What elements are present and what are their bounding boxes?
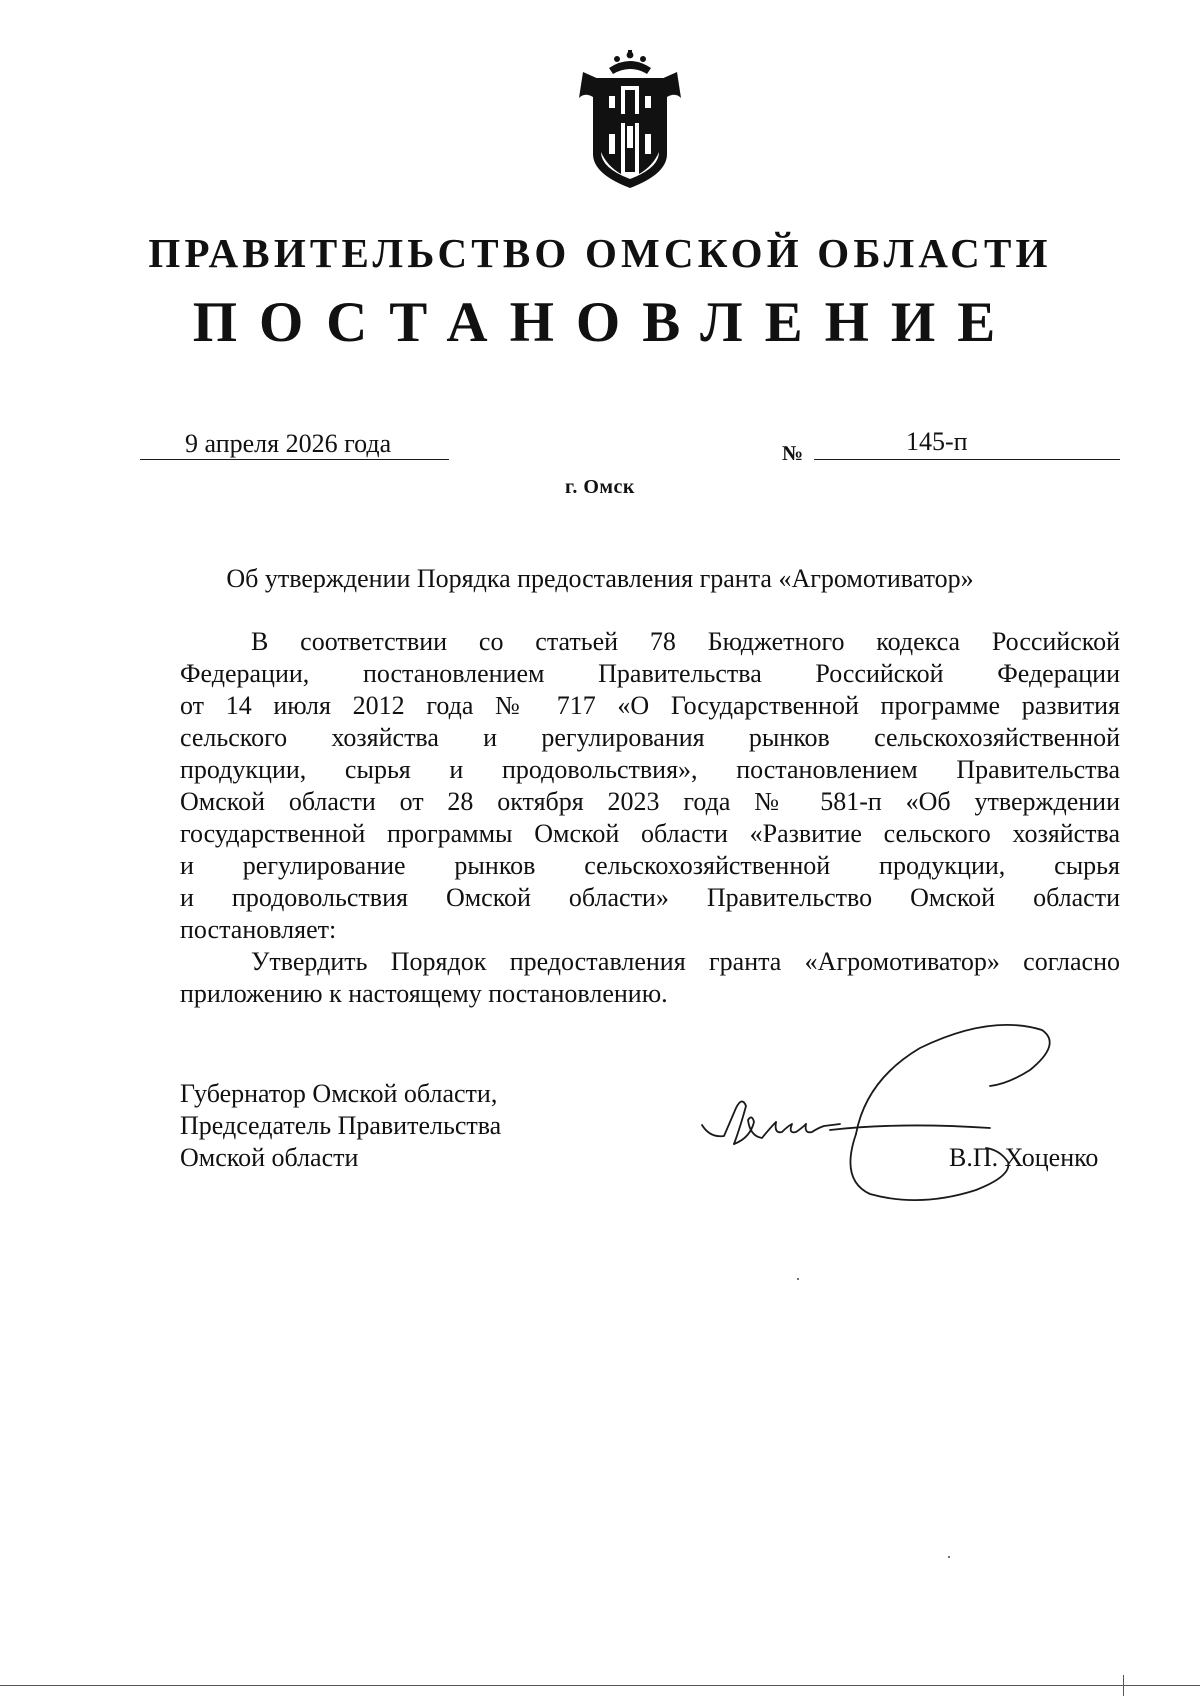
scan-edge-line [0, 1685, 1200, 1686]
signer-name: В.П. Хоценко [949, 1143, 1099, 1172]
scan-speck [797, 1278, 799, 1280]
body-line: государственной программы Омской области «Развитие сельского хозяйства [180, 819, 1120, 848]
number-sign: № [782, 441, 804, 465]
scan-corner-mark [1123, 1675, 1124, 1696]
body-line: сельского хозяйства и регулирования рынков сельскохозяйственной [180, 723, 1120, 752]
body-line: В соответствии со статьей 78 Бюджетного кодекса Российской [251, 627, 1120, 656]
number-underline [814, 459, 1120, 460]
document-city: г. Омск [565, 476, 635, 498]
document-subject: Об утверждении Порядка предоставления гранта «Агромотиватор» [226, 564, 974, 593]
organization-title: ПРАВИТЕЛЬСТВО ОМСКОЙ ОБЛАСТИ [148, 230, 1052, 276]
handwritten-signature-icon [690, 1010, 1070, 1210]
document-date: 9 апреля 2026 года [185, 429, 392, 458]
signer-position-line: Омской области [180, 1143, 359, 1172]
scan-speck [948, 1556, 950, 1558]
body-line: и продовольствия Омской области» Правительство Омской области [180, 883, 1120, 912]
date-underline [140, 459, 449, 460]
document-type-title: ПОСТАНОВЛЕНИЕ [192, 291, 1018, 354]
body-line: Омской области от 28 октября 2023 года № 581-п «Об утверждении [180, 787, 1120, 816]
body-line: продукции, сырья и продовольствия», постановлением Правительства [180, 755, 1120, 784]
document-number: 145-п [906, 427, 968, 456]
body-line: постановляет: [180, 915, 337, 944]
coat-of-arms-icon [569, 50, 691, 190]
signer-position-line: Губернатор Омской области, [180, 1079, 498, 1108]
signer-position-line: Председатель Правительства [180, 1111, 502, 1140]
body-line: и регулирование рынков сельскохозяйственной продукции, сырья [180, 851, 1120, 880]
body-line: Федерации, постановлением Правительства Российской Федерации [180, 659, 1120, 688]
body-line: Утвердить Порядок предоставления гранта «Агромотиватор» согласно [251, 947, 1120, 976]
body-line: приложению к настоящему постановлению. [180, 979, 668, 1008]
body-line: от 14 июля 2012 года № 717 «О Государственной программе развития [180, 691, 1120, 720]
